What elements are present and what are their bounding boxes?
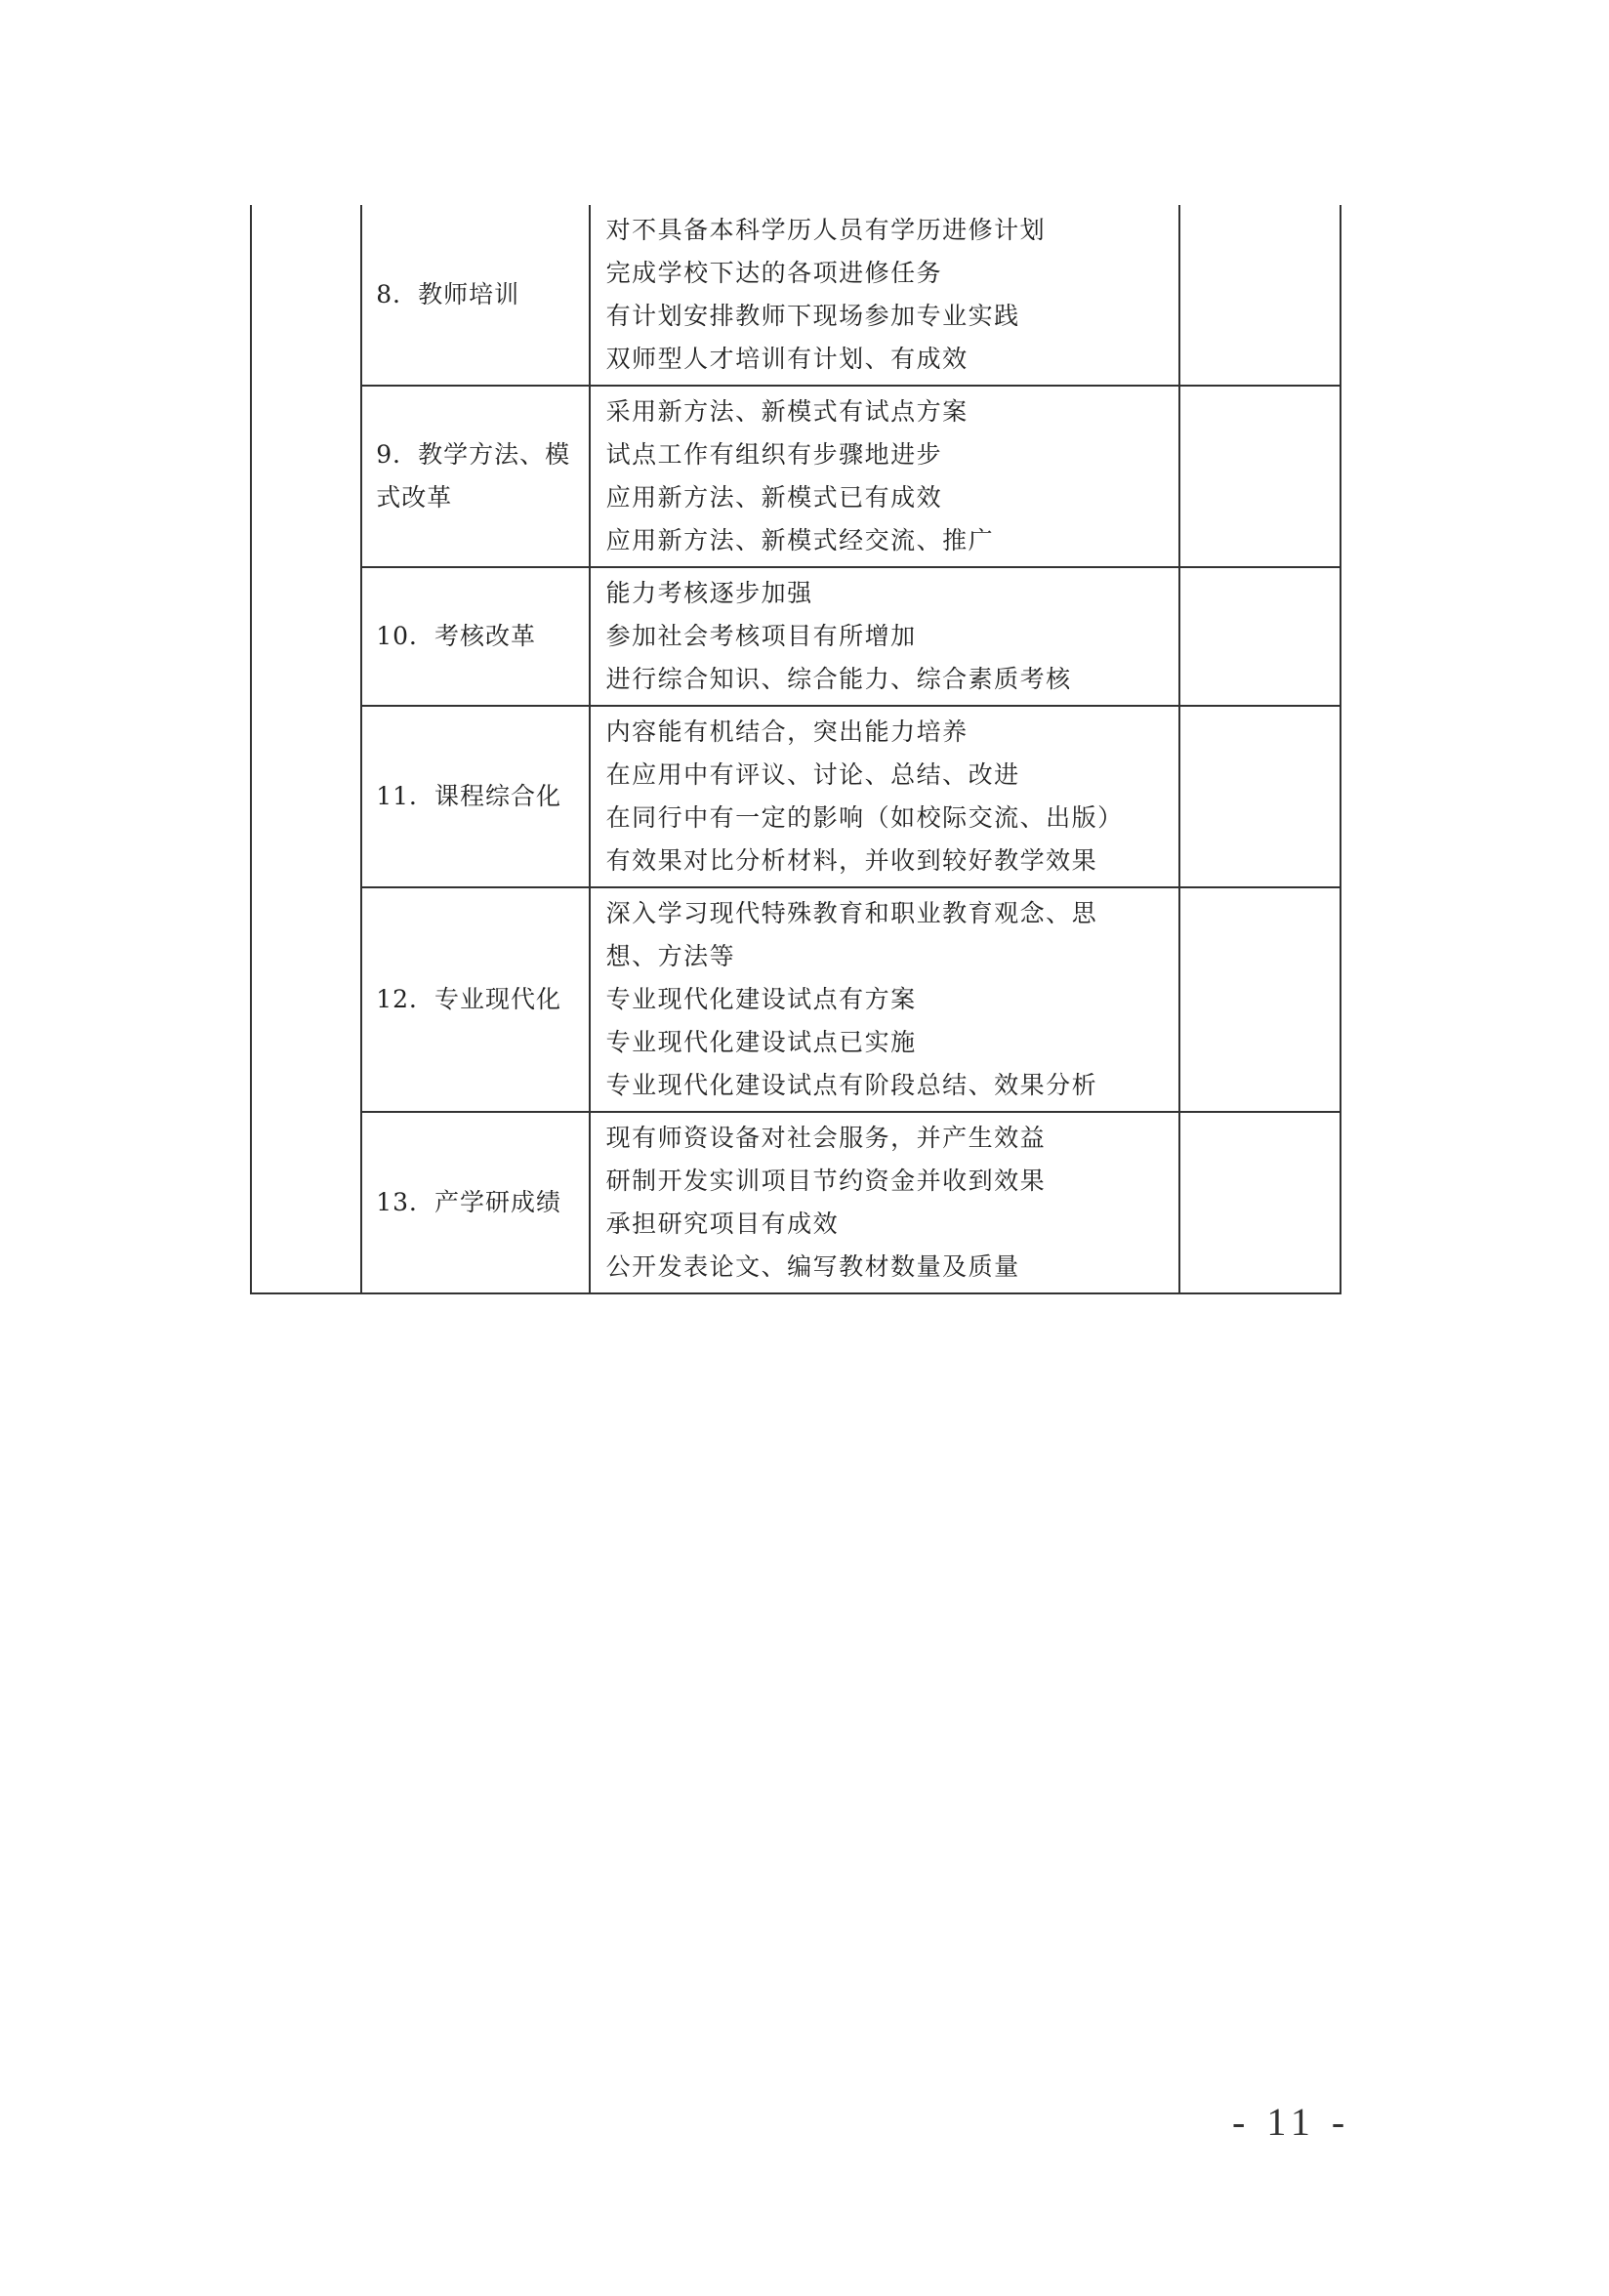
- criteria-cell: [590, 205, 1179, 386]
- criterion-line: 想、方法等: [605, 942, 736, 970]
- criterion-line: 专业现代化建设试点已实施: [605, 1028, 917, 1056]
- criterion-line: 有计划安排教师下现场参加专业实践: [605, 302, 1020, 330]
- criterion-line: 现有师资设备对社会服务，并产生效益: [605, 1124, 1047, 1152]
- criterion-line: 采用新方法、新模式有试点方案: [605, 397, 969, 426]
- criterion-line: 进行综合知识、综合能力、综合素质考核: [605, 665, 1072, 693]
- criteria-cell: [590, 706, 1179, 887]
- criterion-line: 参加社会考核项目有所增加: [605, 622, 917, 650]
- table-row: [251, 386, 1341, 567]
- evaluation-table: [250, 205, 1341, 1294]
- criterion-line: 完成学校下达的各项进修任务: [605, 259, 943, 287]
- score-cell: [1179, 205, 1341, 386]
- category-cell: [251, 205, 361, 1293]
- criterion-line: 深入学习现代特殊教育和职业教育观念、思: [605, 899, 1098, 927]
- criterion-line: 专业现代化建设试点有方案: [605, 985, 917, 1013]
- criterion-line: 在同行中有一定的影响（如校际交流、出版）: [605, 803, 1124, 832]
- table-row: [251, 567, 1341, 706]
- page-number: - 11 -: [1232, 2100, 1351, 2144]
- table-row: [251, 706, 1341, 887]
- criterion-line: 有效果对比分析材料，并收到较好教学效果: [605, 846, 1098, 875]
- criterion-line: 对不具备本科学历人员有学历进修计划: [605, 216, 1047, 244]
- criterion-line: 承担研究项目有成效: [605, 1210, 840, 1238]
- item-label: 13．产学研成绩: [361, 1112, 589, 1293]
- score-cell: [1179, 706, 1341, 887]
- item-label: 12．专业现代化: [361, 887, 589, 1112]
- score-cell: [1179, 1112, 1341, 1293]
- criteria-cell: [590, 887, 1179, 1112]
- item-label: 8．教师培训: [361, 205, 589, 386]
- item-label: 10．考核改革: [361, 567, 589, 706]
- score-cell: [1179, 567, 1341, 706]
- criterion-line: 专业现代化建设试点有阶段总结、效果分析: [605, 1071, 1098, 1099]
- criterion-line: 应用新方法、新模式经交流、推广: [605, 526, 995, 554]
- criterion-line: 内容能有机结合，突出能力培养: [605, 718, 969, 746]
- criterion-line: 能力考核逐步加强: [605, 579, 813, 607]
- table-row: [251, 205, 1341, 386]
- criterion-line: 试点工作有组织有步骤地进步: [605, 440, 943, 469]
- criterion-line: 双师型人才培训有计划、有成效: [605, 345, 969, 373]
- criterion-line: 在应用中有评议、讨论、总结、改进: [605, 760, 1020, 789]
- criteria-cell: [590, 1112, 1179, 1293]
- criterion-line: 公开发表论文、编写教材数量及质量: [605, 1252, 1020, 1281]
- evaluation-table-body: [251, 205, 1341, 1293]
- item-label: 11．课程综合化: [361, 706, 589, 887]
- table-row: [251, 887, 1341, 1112]
- criteria-cell: [590, 567, 1179, 706]
- criterion-line: 应用新方法、新模式已有成效: [605, 483, 943, 512]
- table-row: [251, 1112, 1341, 1293]
- score-cell: [1179, 386, 1341, 567]
- score-cell: [1179, 887, 1341, 1112]
- criterion-line: 研制开发实训项目节约资金并收到效果: [605, 1167, 1047, 1195]
- criteria-cell: [590, 386, 1179, 567]
- item-label: 9．教学方法、模式改革: [361, 386, 589, 567]
